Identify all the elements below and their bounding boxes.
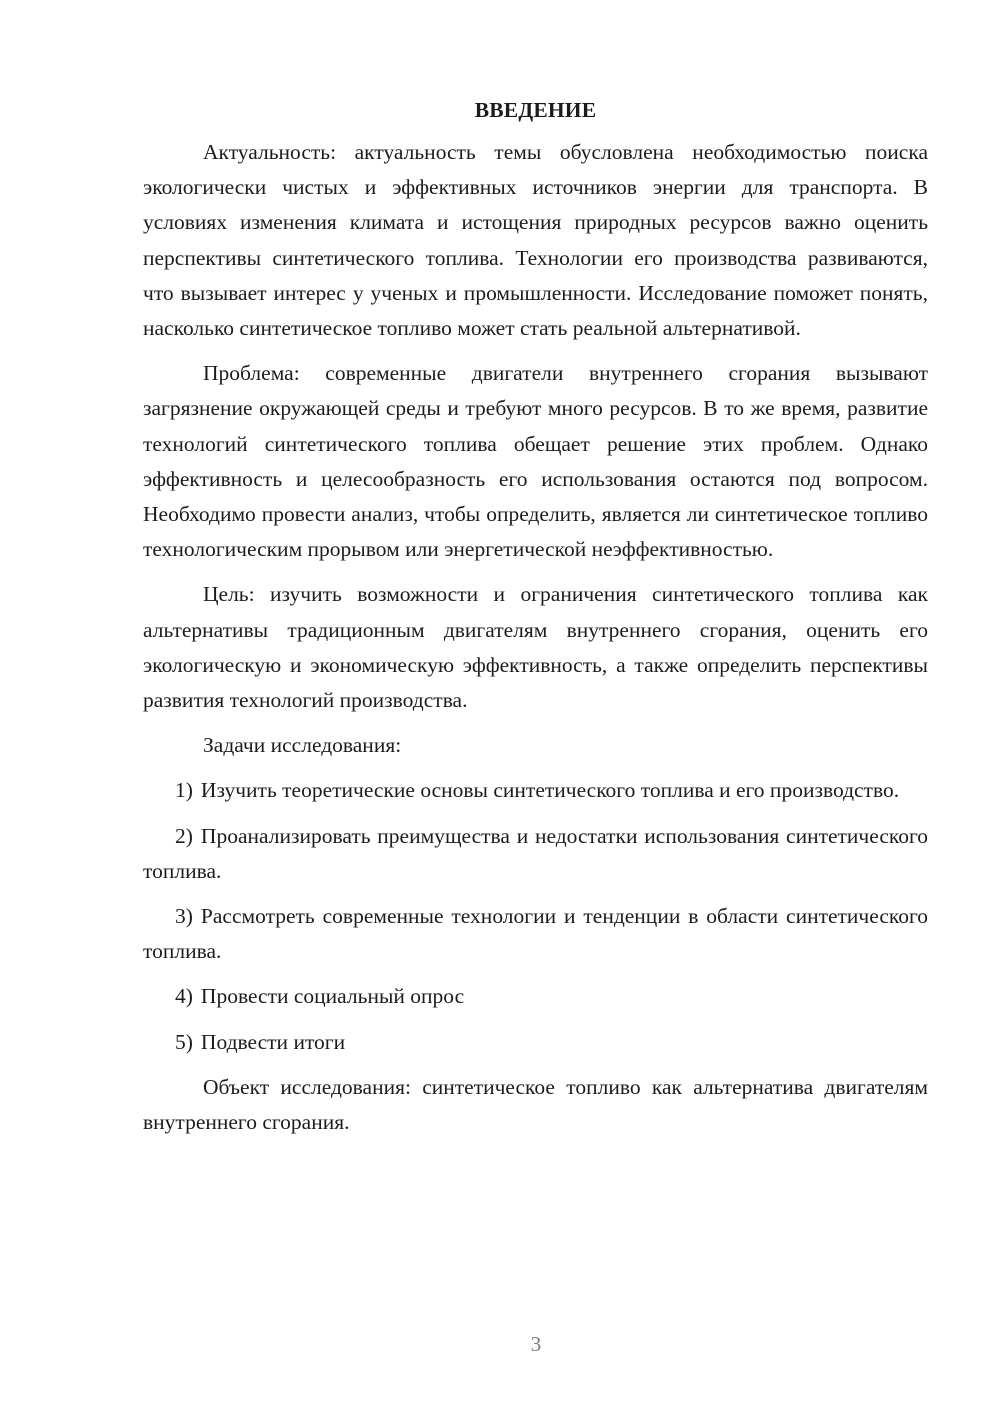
problem-paragraph: Проблема: современные двигатели внутреннего сгорания вызывают загрязнение окружающей среды и требуют много ресурсов. В то же время, развитие технологий синтетического топлива обещает решение этих проблем. Однако эффективность и целесообразность его использования остаются под вопросом. Необходимо провести анализ, чтобы определить, является ли синтетическое топливо технологическим прорывом или энергетической неэффективностью. — [143, 361, 928, 562]
task-item-4 — [143, 979, 928, 1014]
task-text: Провести социальный опрос — [200, 984, 465, 1009]
task-number: 2) — [175, 823, 193, 848]
document-body — [143, 93, 928, 1150]
task-item-5 — [143, 1025, 928, 1060]
section-heading: ВВЕДЕНИЕ — [474, 98, 597, 122]
page-number: 3 — [530, 1332, 542, 1356]
task-text: Изучить теоретические основы синтетического топлива и его производство. — [200, 778, 900, 803]
goal-paragraph: Цель: изучить возможности и ограничения синтетического топлива как альтернативы традиционным двигателям внутреннего сгорания, оценить его экологическую и экономическую эффективность, а также определить перспективы развития технологий производства. — [143, 582, 928, 713]
task-text: Проанализировать преимущества и недостатки использования синтетического топлива. — [143, 823, 928, 883]
task-text: Подвести итоги — [200, 1029, 346, 1054]
task-number: 3) — [175, 904, 193, 929]
task-number: 1) — [175, 778, 193, 803]
task-item-1 — [143, 773, 928, 808]
task-text: Рассмотреть современные технологии и тенденции в области синтетического топлива. — [143, 904, 928, 964]
object-paragraph: Объект исследования: синтетическое топливо как альтернатива двигателям внутреннего сгорания. — [143, 1074, 928, 1135]
task-item-2 — [143, 819, 928, 889]
task-number: 5) — [175, 1029, 193, 1054]
relevance-paragraph: Актуальность: актуальность темы обусловлена необходимостью поиска экологически чистых и эффективных источников энергии для транспорта. В условиях изменения климата и истощения природных ресурсов важно оценить перспективы синтетического топлива. Технологии его производства развиваются, что вызывает интерес у ученых и промышленности. Исследование поможет понять, насколько синтетическое топливо может стать реальной альтернативой. — [143, 140, 928, 341]
tasks-heading: Задачи исследования: — [203, 733, 402, 758]
tasks-list — [143, 773, 928, 1059]
task-number: 4) — [175, 984, 193, 1009]
task-item-3 — [143, 899, 928, 969]
